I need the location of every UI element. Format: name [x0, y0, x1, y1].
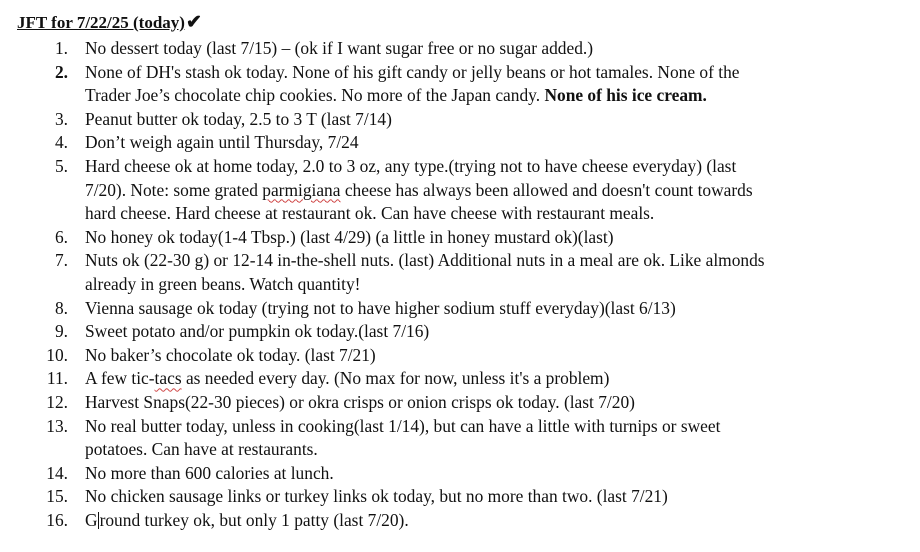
item-text-continued: already in green beans. Watch quantity!	[85, 273, 361, 294]
item-text: Hard cheese ok at home today, 2.0 to 3 oz, any type.(trying not to have cheese everyday) (last	[85, 155, 737, 176]
item-number: 16.	[46, 509, 68, 530]
item-number: 2.	[54, 61, 68, 82]
item-number: 8.	[54, 297, 68, 318]
item-number: 3.	[54, 108, 68, 129]
item-number: 10.	[46, 344, 68, 365]
item-text[interactable]: G round turkey ok, but only 1 patty (last 7/20).	[85, 509, 409, 530]
spellcheck-word[interactable]: parmigiana	[262, 179, 341, 200]
list-item	[0, 297, 910, 321]
item-number: 7.	[54, 250, 68, 271]
item-number: 11.	[46, 368, 68, 389]
list-item	[0, 249, 910, 296]
item-text: Harvest Snaps(22-30 pieces) or okra crisps or onion crisps ok today. (last 7/20)	[85, 391, 635, 412]
list-item	[0, 485, 910, 509]
item-text: No honey ok today(1-4 Tbsp.) (last 4/29) (a little in honey mustard ok)(last)	[85, 226, 614, 247]
item-number: 12.	[46, 391, 68, 412]
item-text: Nuts ok (22-30 g) or 12-14 in-the-shell nuts. (last) Additional nuts in a meal are ok. Like almonds	[85, 250, 765, 271]
list-item	[0, 226, 910, 250]
checkmark-icon: ✔	[185, 12, 202, 33]
title-text: JFT for 7/22/25 (today)	[17, 13, 185, 32]
item-text-continued: potatoes. Can have at restaurants.	[85, 439, 318, 460]
list-item	[0, 367, 910, 391]
item-number: 6.	[54, 226, 68, 247]
list-item	[0, 344, 910, 368]
item-number: 5.	[54, 155, 68, 176]
list-item	[0, 61, 910, 108]
list-item	[0, 415, 910, 462]
item-number: 9.	[54, 321, 68, 342]
item-text: No more than 600 calories at lunch.	[85, 462, 334, 483]
list-item	[0, 462, 910, 486]
list-item	[0, 155, 910, 226]
list-item	[0, 131, 910, 155]
spellcheck-word[interactable]: tacs	[154, 368, 182, 389]
item-text: Don’t weigh again until Thursday, 7/24	[85, 132, 359, 153]
item-text: Vienna sausage ok today (trying not to have higher sodium stuff everyday)(last 6/13)	[85, 297, 676, 318]
item-text: Peanut butter ok today, 2.5 to 3 T (last 7/14)	[85, 108, 392, 129]
list-item	[0, 320, 910, 344]
list-item	[0, 37, 910, 61]
item-text-continued: Trader Joe’s chocolate chip cookies. No more of the Japan candy. None of his ice cream.	[85, 85, 707, 106]
item-text: Sweet potato and/or pumpkin ok today.(last 7/16)	[85, 321, 430, 342]
item-text: No chicken sausage links or turkey links ok today, but no more than two. (last 7/21)	[85, 486, 668, 507]
item-text-continued: 7/20). Note: some grated parmigiana cheese has always been allowed and doesn't count towards	[85, 179, 753, 200]
list-item	[0, 108, 910, 132]
item-text: No dessert today (last 7/15) – (ok if I want sugar free or no sugar added.)	[85, 38, 594, 58]
item-text-continued: hard cheese. Hard cheese at restaurant ok. Can have cheese with restaurant meals.	[85, 203, 655, 224]
item-text: No real butter today, unless in cooking(last 1/14), but can have a little with turnips or sweet	[85, 415, 721, 436]
rules-list	[0, 37, 910, 532]
item-number: 1.	[54, 38, 68, 58]
item-number: 15.	[46, 486, 68, 507]
list-item	[0, 509, 910, 533]
page-title	[17, 11, 202, 35]
item-number: 14.	[46, 462, 68, 483]
item-text: No baker’s chocolate ok today. (last 7/21)	[85, 344, 376, 365]
bold-emphasis: None of his ice cream.	[544, 85, 707, 106]
item-number: 4.	[54, 132, 68, 153]
item-text: A few tic-tacs as needed every day. (No max for now, unless it's a problem)	[85, 368, 610, 389]
item-number: 13.	[46, 415, 68, 436]
item-text: None of DH's stash ok today. None of his gift candy or jelly beans or hot tamales. None of the	[85, 61, 740, 82]
list-item	[0, 391, 910, 415]
